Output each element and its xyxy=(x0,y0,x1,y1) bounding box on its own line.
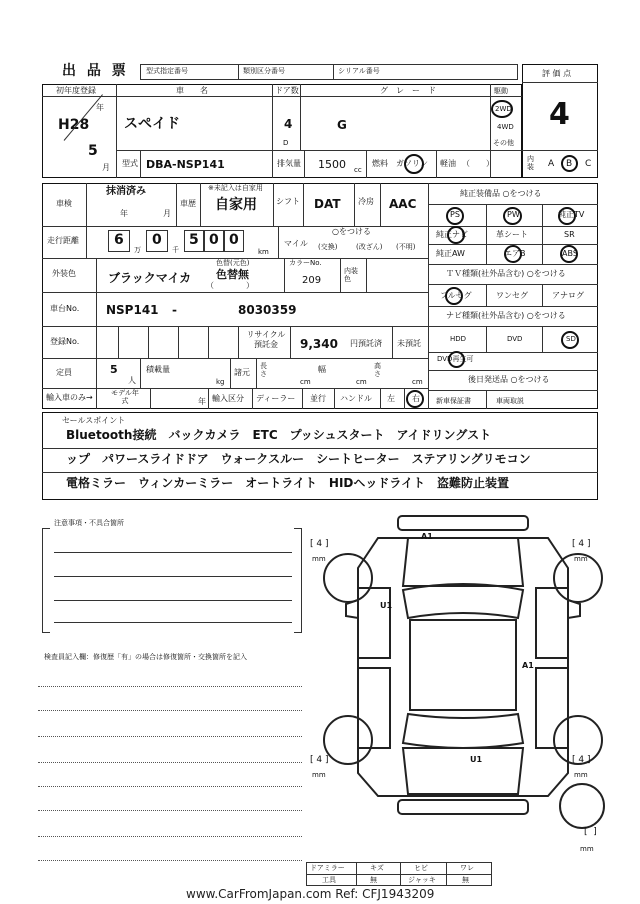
reg-no-label: 登録No. xyxy=(50,337,80,346)
tv-fullseg[interactable]: フルセグ xyxy=(440,291,472,300)
km-label: km xyxy=(258,248,269,256)
fuel-diesel[interactable]: 軽油 xyxy=(440,159,456,168)
navi-hdd[interactable]: HDD xyxy=(450,335,467,343)
model-label: 型式 xyxy=(122,159,138,168)
width-label: 幅 xyxy=(318,365,326,374)
interior-label: 内装 xyxy=(527,155,534,171)
shaken-year: 年 xyxy=(120,209,128,218)
tools-value: 無 xyxy=(370,876,377,884)
color-original-label: 色替(元色) xyxy=(216,259,250,267)
navi-title: ナビ種類(社外品含む) ○をつける xyxy=(446,311,566,320)
navi-sd[interactable]: SD xyxy=(566,335,576,343)
tread-unit: mm xyxy=(574,771,588,779)
car-damage-diagram[interactable] xyxy=(318,508,608,860)
history-value: 自家用 xyxy=(215,197,257,213)
fuel-label: 燃料 xyxy=(372,159,388,168)
color-paren: （ ） xyxy=(206,281,254,290)
drive-other[interactable]: その他 xyxy=(493,139,514,147)
dims-label: 諸元 xyxy=(234,368,250,377)
grade-name-label: グ レ ー ド xyxy=(380,86,436,95)
handle-left[interactable]: 左 xyxy=(387,394,395,403)
length-label: 長さ xyxy=(260,362,267,378)
handle-label: ハンドル xyxy=(340,394,372,403)
color-no: 209 xyxy=(302,275,322,286)
equip-pw[interactable]: PW xyxy=(507,210,520,219)
dvd-play-circle xyxy=(448,351,465,368)
jack-label: ジャッキ xyxy=(408,876,436,884)
height-unit: cm xyxy=(412,378,423,386)
history-label: 車歴 xyxy=(180,199,196,208)
shift-label: シフト xyxy=(276,197,300,206)
interior-b[interactable]: B xyxy=(566,159,573,169)
equip-abs-circle xyxy=(560,245,578,263)
load-label: 積載量 xyxy=(146,365,170,374)
fuel-gasoline[interactable]: ガソリン xyxy=(396,159,428,168)
later-manual[interactable]: 車両取説 xyxy=(496,397,524,405)
grade-name: G xyxy=(337,118,347,132)
recycle-paid[interactable]: 円預託済 xyxy=(350,339,382,348)
shaken-value: 抹消済み xyxy=(106,186,146,197)
model-value: DBA-NSP141 xyxy=(146,158,225,171)
chassis-label: 車台No. xyxy=(50,304,80,313)
mileage-circle-note: ○をつける xyxy=(332,227,371,236)
displacement-unit: cc xyxy=(354,166,362,174)
tread-front-right: [ 4 ] xyxy=(572,539,591,549)
tread-rear-left: [ 4 ] xyxy=(310,755,329,765)
interior-color-label: 内装色 xyxy=(344,267,358,283)
shift-value: DAT xyxy=(314,197,341,211)
displacement-value: 1500 xyxy=(318,158,346,171)
caution-area[interactable] xyxy=(42,528,302,632)
drive-4wd[interactable]: 4WD xyxy=(497,123,514,131)
mileage-option-exchange[interactable]: (交換) xyxy=(318,243,338,251)
mileage-digit: 5 xyxy=(189,232,199,248)
fuel-gasoline-circle xyxy=(404,154,424,174)
year-label: 年 xyxy=(96,103,104,112)
model-cert-label: 型式指定番号 xyxy=(146,67,188,75)
color-original-value: 色替無 xyxy=(216,268,249,281)
equip-genuine-tv-circle xyxy=(558,207,576,225)
navi-dvd[interactable]: DVD xyxy=(507,335,523,343)
capacity-value: 5 xyxy=(110,363,118,376)
height-label: 高さ xyxy=(374,362,381,378)
tread-front-left: [ 4 ] xyxy=(310,539,329,549)
sheet-title: 出 品 票 xyxy=(62,63,129,79)
mileage-label: 走行距離 xyxy=(47,236,79,245)
interior-b-circle xyxy=(561,155,578,172)
tread-spare: [ ] xyxy=(584,827,597,837)
chassis-number: 8030359 xyxy=(238,303,297,317)
equip-genuine-aw[interactable]: 純正AW xyxy=(436,249,465,258)
watermark: www.CarFromJapan.com Ref: CFJ1943209 xyxy=(186,887,435,901)
reg-month: 5 xyxy=(88,143,98,159)
recycle-unpaid[interactable]: 未預託 xyxy=(397,339,421,348)
equip-airbag-circle xyxy=(504,245,522,263)
tv-oneseg[interactable]: ワンセグ xyxy=(496,291,528,300)
tread-spare-unit: mm xyxy=(580,845,594,853)
man-label: 万 xyxy=(134,246,141,254)
import-parallel[interactable]: 並行 xyxy=(310,394,326,403)
mirror-crack[interactable]: ヒビ xyxy=(414,864,428,872)
tv-title: ＴＶ種類(社外品含む) ○をつける xyxy=(446,269,566,278)
car-name-label: 車 名 xyxy=(176,86,208,95)
serial-label: シリアル番号 xyxy=(338,67,380,75)
navi-sd-circle xyxy=(561,331,579,349)
equip-genuine-navi-circle xyxy=(447,226,465,244)
import-type-label: 輸入区分 xyxy=(212,394,244,403)
damage-mark: A1 xyxy=(421,532,433,541)
grade-value: 4 xyxy=(549,97,570,132)
reg-year: H28 xyxy=(58,117,90,133)
doors-value: 4 xyxy=(284,117,293,131)
ac-label: 冷房 xyxy=(358,197,374,206)
equip-airbag[interactable]: エアB xyxy=(504,249,526,258)
equip-leather[interactable]: 革シート xyxy=(496,230,528,239)
sen-label: 千 xyxy=(172,246,179,254)
recycle-value: 9,340 xyxy=(300,337,338,351)
length-unit: cm xyxy=(300,378,311,386)
color-label: 外装色 xyxy=(52,269,76,278)
chassis-prefix: NSP141 xyxy=(106,303,159,317)
first-reg-label: 初年度登録 xyxy=(56,86,96,95)
history-note: ※未記入は自家用 xyxy=(208,184,263,192)
mileage-digit: 6 xyxy=(114,232,124,248)
tread-unit: mm xyxy=(312,771,326,779)
tread-unit: mm xyxy=(312,555,326,563)
later-warranty[interactable]: 新車保証書 xyxy=(436,397,471,405)
equip-abs[interactable]: ABS xyxy=(562,249,578,258)
car-name: スペイド xyxy=(124,116,180,132)
grade-label: 評 価 点 xyxy=(542,69,572,78)
color-no-label: カラーNo. xyxy=(289,259,322,267)
inspector-label: 検査員記入欄：修復歴「有」の場合は修復箇所・交換箇所を記入 xyxy=(44,653,247,661)
sales-points-label: セールスポイント xyxy=(62,416,126,425)
sales-points-line2: ップ パワースライドドア ウォークスルー シートヒーター ステアリングリモコン xyxy=(66,452,531,466)
import-year-unit: 年 xyxy=(198,397,206,406)
equip-ps[interactable]: PS xyxy=(450,210,460,219)
capacity-unit: 人 xyxy=(128,376,136,385)
handle-right[interactable]: 右 xyxy=(412,394,420,403)
month-label: 月 xyxy=(102,163,110,172)
model-year-label: モデル年式 xyxy=(111,389,139,405)
handle-right-circle xyxy=(406,390,424,408)
tools-label: 工具 xyxy=(322,876,336,884)
interior-a[interactable]: A xyxy=(548,159,555,169)
doors-label: ドア数 xyxy=(275,86,299,95)
mirror-scratch[interactable]: キズ xyxy=(370,864,384,872)
damage-mark: U1 xyxy=(470,755,483,764)
shaken-month: 月 xyxy=(163,209,171,218)
load-unit: kg xyxy=(216,378,225,386)
dvd-play[interactable]: DVD再生可 xyxy=(437,355,474,363)
damage-mark: A1 xyxy=(522,661,534,670)
header-meta-row xyxy=(140,64,518,80)
equip-ps-circle xyxy=(446,207,464,225)
mirror-header: ドアミラー xyxy=(310,864,345,872)
interior-c[interactable]: C xyxy=(585,159,592,169)
sales-points-line3: 電格ミラー ウィンカーミラー オートライト HIDヘッドライト 盗難防止装置 xyxy=(66,476,510,490)
drive-2wd-circle xyxy=(491,100,513,118)
width-unit: cm xyxy=(356,378,367,386)
equip-sr[interactable]: SR xyxy=(564,230,575,239)
category-label: 類別区分番号 xyxy=(243,67,285,75)
jack-value: 無 xyxy=(462,876,469,884)
color-value: ブラックマイカ xyxy=(108,271,192,285)
drive-label: 駆動 xyxy=(494,87,508,95)
mileage-digit: 0 xyxy=(229,232,239,248)
doors-unit: D xyxy=(283,139,289,147)
fuel-paren: （ ） xyxy=(462,159,494,168)
tv-analog[interactable]: アナログ xyxy=(552,291,584,300)
import-dealer[interactable]: ディーラー xyxy=(256,394,296,403)
capacity-label: 定員 xyxy=(56,368,72,377)
import-label: 輸入車のみ→ xyxy=(46,393,93,402)
equip-genuine-tv[interactable]: 純正TV xyxy=(558,210,585,219)
tread-unit: mm xyxy=(574,555,588,563)
sales-points-line1: Bluetooth接続 バックカメラ ETC プッシュスタート アイドリングスト xyxy=(66,428,492,442)
later-title: 後日発送品 ○をつける xyxy=(468,375,550,384)
equip-pw-circle xyxy=(503,207,522,225)
mirror-break[interactable]: ワレ xyxy=(460,864,474,872)
damage-mark: U1 xyxy=(380,601,393,610)
mile-label[interactable]: マイル xyxy=(284,239,308,248)
tv-fullseg-circle xyxy=(445,287,463,305)
mileage-option-tampered[interactable]: (改ざん) xyxy=(356,243,383,251)
shaken-label: 車検 xyxy=(56,199,72,208)
tread-rear-right: [ 4 ] xyxy=(572,755,591,765)
mileage-digit: 0 xyxy=(209,232,219,248)
mileage-digit: 0 xyxy=(152,232,162,248)
genuine-equipment-title: 純正装備品 ○をつける xyxy=(460,189,542,198)
chassis-dash: - xyxy=(172,303,177,317)
recycle-label: リサイクル預託金 xyxy=(246,330,286,349)
displacement-label: 排気量 xyxy=(277,159,301,168)
caution-label: 注意事項・不具合箇所 xyxy=(54,519,124,527)
mileage-option-unknown[interactable]: (不明) xyxy=(396,243,416,251)
equip-genuine-navi[interactable]: 純正ナビ xyxy=(436,230,468,239)
ac-value: AAC xyxy=(389,197,417,211)
drive-2wd[interactable]: 2WD xyxy=(495,105,512,113)
